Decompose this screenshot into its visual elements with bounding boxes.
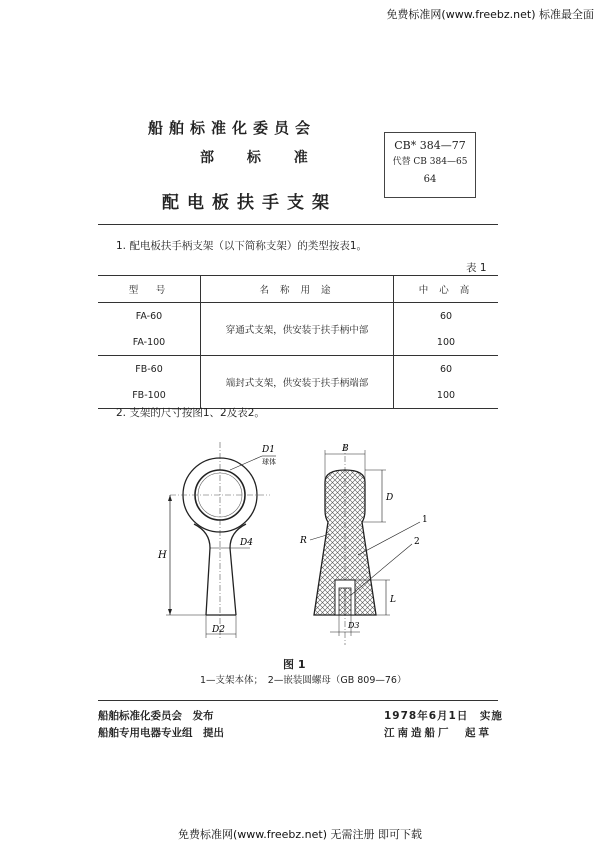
figure-1-drawing	[150, 440, 460, 655]
dim-r-label: R	[300, 536, 307, 546]
table-row	[98, 303, 498, 330]
header-usage: 名 称 用 途	[201, 276, 394, 303]
header-model: 型 号	[98, 276, 201, 303]
table-header-row	[98, 276, 498, 303]
cell-height: 60	[439, 363, 453, 375]
dim-b-label: B	[342, 444, 349, 454]
figure-legend: 1—支架本体； 2—嵌装圆螺母（GB 809—76）	[200, 675, 407, 686]
table-row	[98, 356, 498, 383]
cell-model: FA-60	[135, 310, 163, 322]
dim-l-label: L	[390, 595, 396, 605]
proposer: 船舶专用电器专业组 提出	[98, 727, 224, 739]
callout-1: 1	[422, 515, 428, 525]
replaces-standard: 代替 CB 384—65	[392, 157, 468, 167]
table-1-label: 表 1	[466, 262, 487, 274]
cell-height: 100	[394, 329, 499, 356]
standard-level: 部 标 准	[200, 150, 322, 166]
cell-height: 100	[394, 382, 499, 409]
publisher: 船舶标准化委员会 发布	[98, 710, 214, 722]
cell-usage: 端封式支架，供安装于扶手柄端部	[201, 356, 394, 409]
document-title: 配电板扶手支架	[162, 193, 337, 213]
dim-d2-label: D2	[212, 625, 225, 635]
section-2-text: 2. 支架的尺寸按图1、2及表2。	[116, 407, 265, 419]
figure-caption: 图 1	[283, 658, 306, 671]
watermark-bottom: 免费标准网(www.freebz.net) 无需注册 即可下载	[177, 828, 423, 841]
cell-model: FB-100	[98, 382, 201, 409]
dim-d4-label: D4	[240, 538, 253, 548]
section-view	[299, 444, 428, 645]
dim-d-label: D	[386, 493, 394, 503]
standard-code: CB* 384—77	[394, 139, 466, 152]
issuing-organization: 船舶标准化委员会	[148, 119, 317, 137]
standard-number-box	[384, 132, 476, 198]
ring-support-view	[157, 442, 276, 640]
cell-model: FB-60	[135, 363, 163, 375]
dim-h-label: H	[158, 550, 167, 561]
cell-model: FA-100	[98, 329, 201, 356]
section-1-text: 1. 配电板扶手柄支架（以下简称支架）的类型按表1。	[116, 240, 368, 252]
dim-d1-label: D1	[262, 445, 275, 455]
callout-2: 2	[414, 537, 420, 547]
page-number: 64	[423, 174, 437, 185]
header-center-height: 中 心 高	[394, 276, 499, 303]
cell-height: 60	[439, 310, 453, 322]
watermark-top: 免费标准网(www.freebz.net) 标准最全面	[386, 8, 594, 21]
footer-rule	[98, 700, 498, 701]
cell-usage: 穿通式支架，供安装于扶手柄中部	[201, 303, 394, 356]
effective-date: 1978年6月1日 实施	[384, 710, 503, 722]
sphere-label: 球体	[262, 458, 276, 466]
dim-d3-label: D3	[348, 621, 360, 630]
drafter: 江南造船厂 起草	[384, 727, 492, 739]
table-1	[98, 275, 498, 409]
header-rule	[98, 224, 498, 225]
